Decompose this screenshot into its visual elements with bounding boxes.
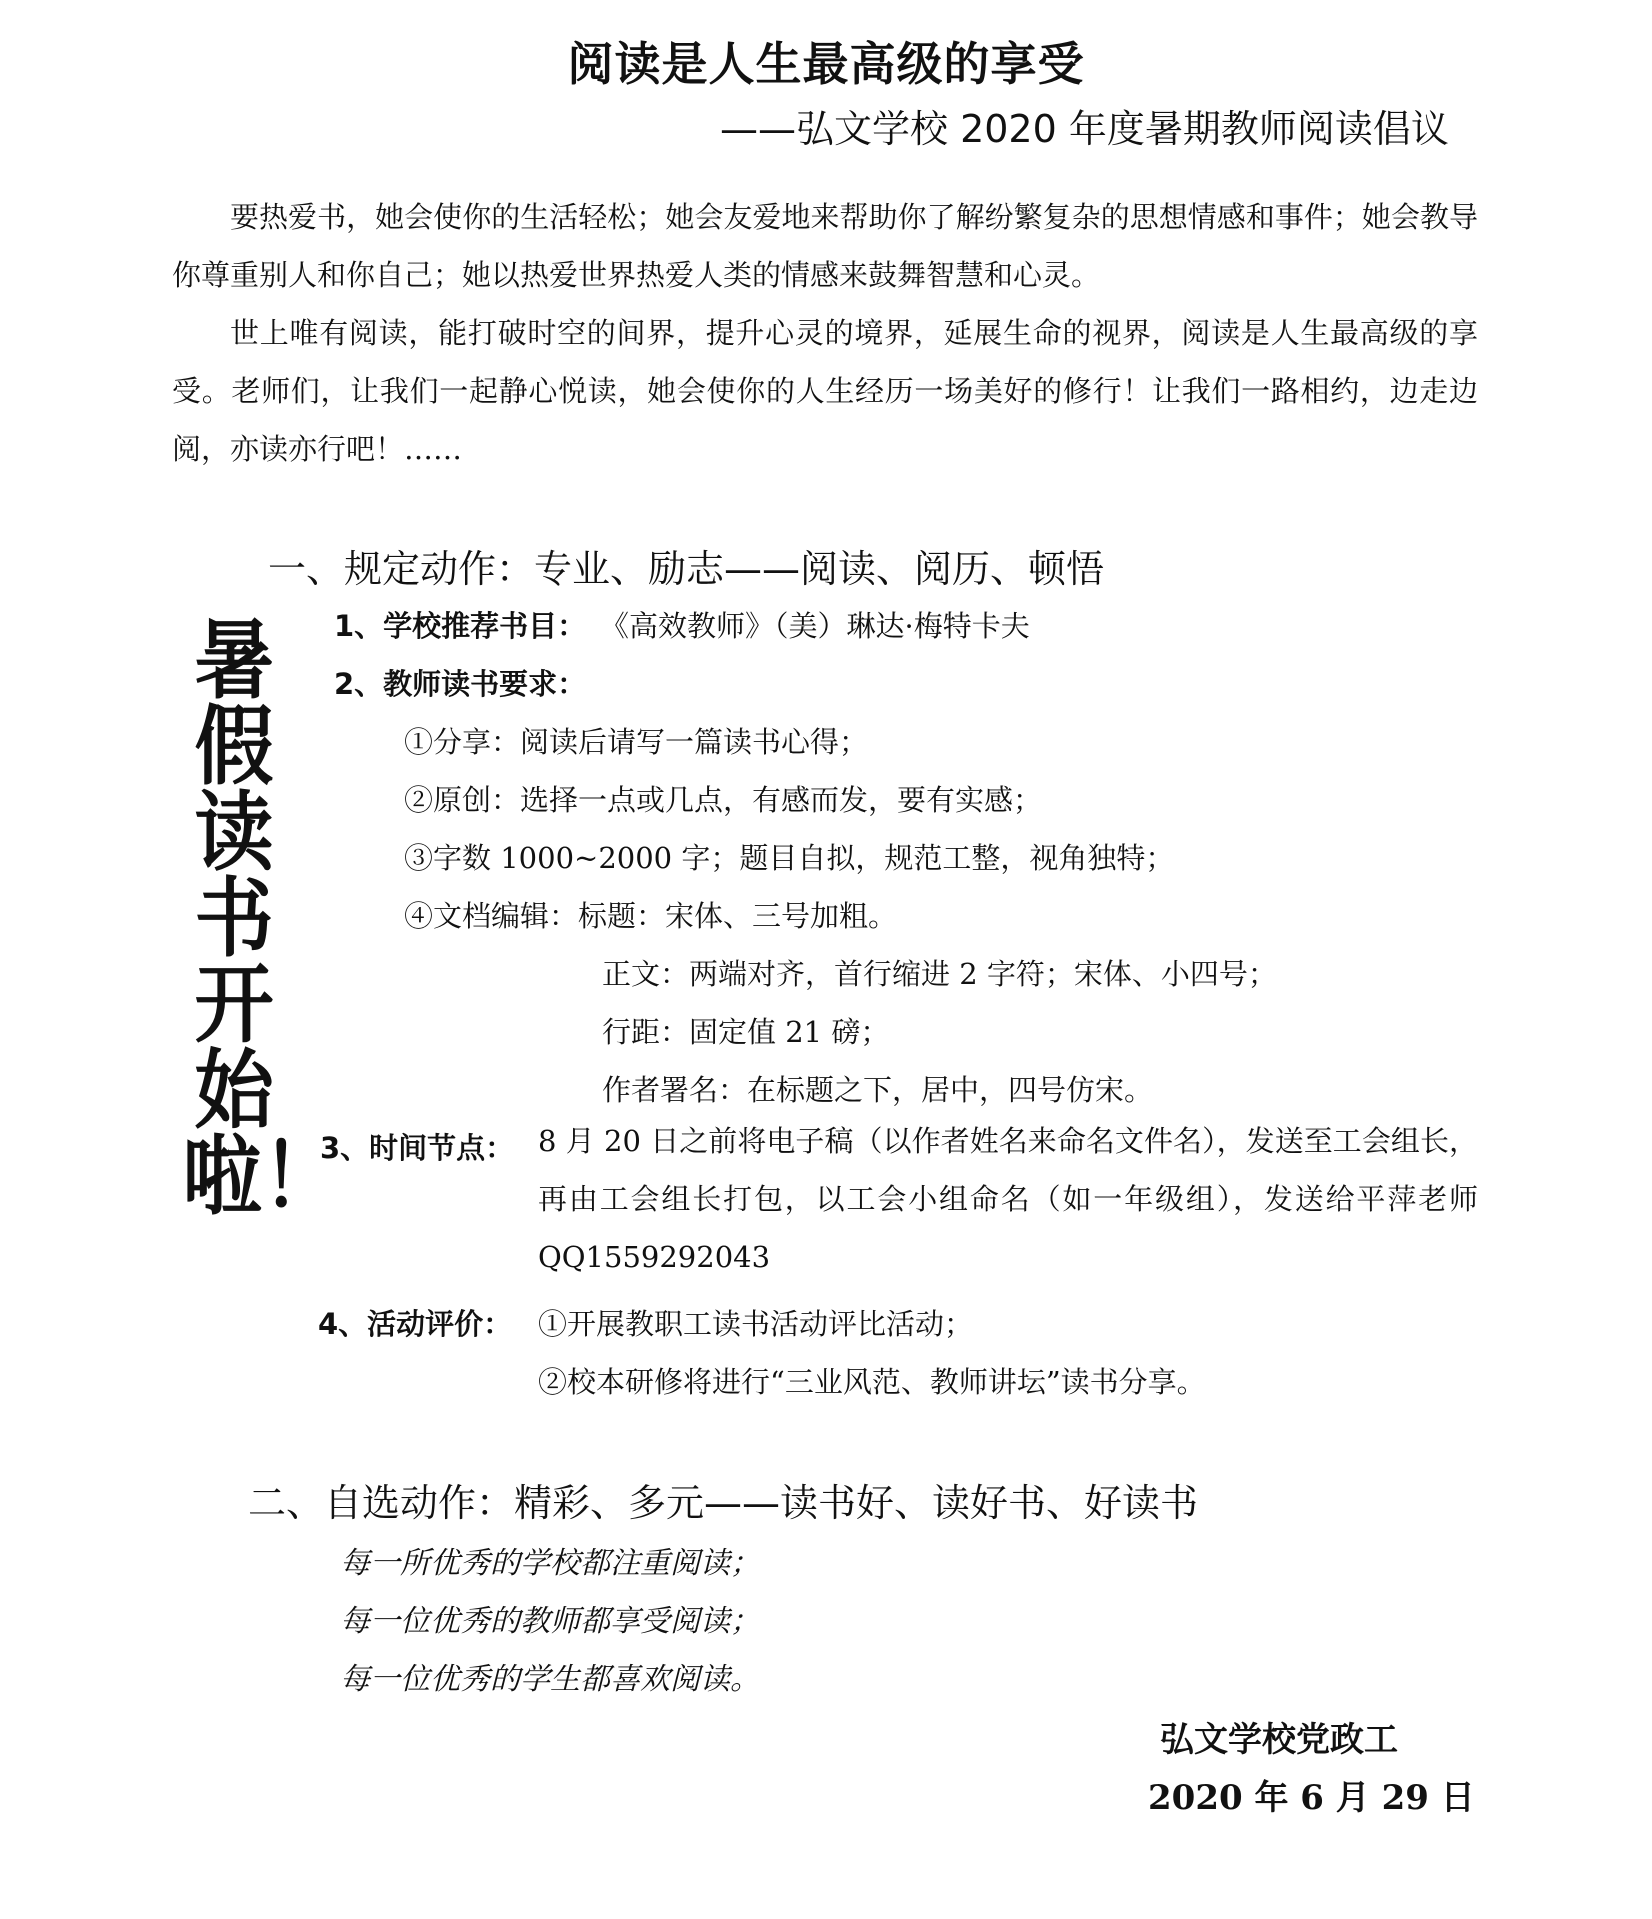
document-title: 阅读是人生最高级的享受 — [567, 37, 1085, 91]
item-3-label: 3、时间节点： — [320, 1131, 515, 1165]
intro-paragraph-1: 要热爱书，她会使你的生活轻松；她会友爱地来帮助你了解纷繁复杂的思想情感和事件；她会教导你尊重别人和你自己；她以热爱世界热爱人类的情感来鼓舞智慧和心灵。 — [172, 200, 1478, 292]
section-1-heading: 一、规定动作：专业、励志——阅读、阅历、顿悟 — [268, 547, 1105, 591]
requirement-4-author-format: 作者署名：在标题之下，居中，四号仿宋。 — [602, 1073, 1154, 1107]
requirement-1: ①分享：阅读后请写一篇读书心得； — [404, 725, 869, 759]
item-1-text: 《高效教师》（美）琳达·梅特卡夫 — [600, 609, 1030, 643]
item-4-line-1: ①开展教职工读书活动评比活动； — [538, 1307, 974, 1341]
requirement-3: ③字数 1000~2000 字；题目自拟，规范工整，视角独特； — [404, 841, 1175, 875]
motto-line-1: 每一所优秀的学校都注重阅读； — [340, 1546, 760, 1581]
motto-line-3: 每一位优秀的学生都喜欢阅读。 — [340, 1662, 760, 1697]
requirement-4-line-spacing: 行距：固定值 21 磅； — [602, 1015, 890, 1049]
requirement-4-body-format: 正文：两端对齐，首行缩进 2 字符；宋体、小四号； — [602, 957, 1277, 991]
item-1-label: 1、学校推荐书目： — [334, 609, 587, 643]
document-subtitle: ——弘文学校 2020 年度暑期教师阅读倡议 — [720, 107, 1449, 151]
motto-line-2: 每一位优秀的教师都享受阅读； — [340, 1604, 760, 1639]
signature-date: 2020 年 6 月 29 日 — [1148, 1778, 1475, 1818]
item-4-line-2: ②校本研修将进行“三业风范、教师讲坛”读书分享。 — [538, 1365, 1206, 1399]
requirement-4: ④文档编辑：标题：宋体、三号加粗。 — [404, 899, 898, 933]
signature-organization: 弘文学校党政工 — [1160, 1720, 1398, 1760]
requirement-2: ②原创：选择一点或几点，有感而发，要有实感； — [404, 783, 1043, 817]
item-4-label: 4、活动评价： — [318, 1307, 513, 1341]
section-2-heading: 二、自选动作：精彩、多元——读书好、读好书、好读书 — [248, 1481, 1199, 1525]
vertical-banner: 暑假读书开始啦！ — [182, 611, 341, 1227]
item-3-text: 8 月 20 日之前将电子稿（以作者姓名来命名文件名），发送至工会组长，再由工会组长打包，以工会小组命名（如一年级组），发送给平萍老师 QQ1559292043 — [538, 1124, 1478, 1274]
item-2-label: 2、教师读书要求： — [334, 667, 587, 701]
intro-paragraph-2: 世上唯有阅读，能打破时空的间界，提升心灵的境界，延展生命的视界，阅读是人生最高级的享受。老师们，让我们一起静心悦读，她会使你的人生经历一场美好的修行！让我们一路相约，边走边阅，亦读亦行吧！…… — [172, 316, 1478, 466]
